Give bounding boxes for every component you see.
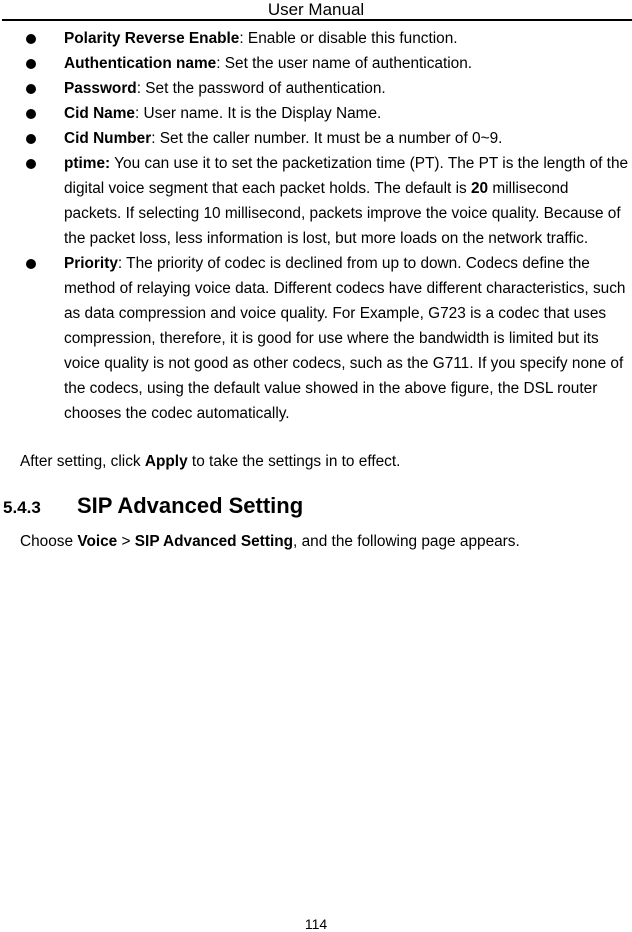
bullet-icon xyxy=(26,59,36,69)
description: Set the user name of authentication. xyxy=(220,55,473,72)
bullet-icon xyxy=(26,159,36,169)
list-item xyxy=(0,101,632,126)
description: Set the password of authentication. xyxy=(141,80,386,97)
after-suffix: to take the settings in to effect. xyxy=(187,453,401,470)
description: User name. It is the Display Name. xyxy=(139,105,382,122)
term: Cid Name xyxy=(64,105,135,122)
list-item xyxy=(0,126,632,151)
section-number: 5.4.3 xyxy=(3,498,41,517)
default-value: 20 xyxy=(470,180,489,197)
bullet-icon xyxy=(26,109,36,119)
term-sep: : xyxy=(117,255,123,272)
term: Cid Number xyxy=(64,130,152,147)
list-item xyxy=(0,151,632,251)
choose-suffix: , and the following page appears. xyxy=(293,533,520,550)
description: Enable or disable this function. xyxy=(243,30,458,47)
bullet-icon xyxy=(26,259,36,269)
page-number: 114 xyxy=(304,916,328,932)
term: Priority xyxy=(64,255,118,272)
section-title: SIP Advanced Setting xyxy=(77,493,304,518)
term-sep: : xyxy=(239,30,244,47)
description: The priority of codec is declined from up to down. Codecs define the method of relaying voice data. Different codecs have different characteristics, such as data compression and voice quality. For Example, G723 is a codec that uses compression, therefore, it is good for use where the bandwidth is limited but its voice quality is not good as other codecs, such as the G711. If you specify none of the codecs, using the default value showed in the above figure, the DSL router chooses the codec automatically. xyxy=(64,255,626,422)
term: Polarity Reverse Enable xyxy=(64,30,240,47)
menu-separator: > xyxy=(117,533,135,550)
menu-sip-advanced: SIP Advanced Setting xyxy=(134,533,294,550)
list-item xyxy=(0,51,632,76)
list-item xyxy=(0,251,632,426)
term: Password xyxy=(64,80,137,97)
term-sep: : xyxy=(136,80,141,97)
term-sep: : xyxy=(151,130,156,147)
bullet-icon xyxy=(26,34,36,44)
term-sep: : xyxy=(216,55,221,72)
bullet-icon xyxy=(26,134,36,144)
apply-term: Apply xyxy=(144,453,188,470)
bullet-icon xyxy=(26,84,36,94)
description-cont: millisecond packets. If selecting 10 millisecond, packets improve the voice quality. Because of the packet loss, less information is lost, but more loads on the network traffic. xyxy=(64,180,621,247)
after-setting-paragraph xyxy=(20,449,630,474)
section-heading xyxy=(3,493,303,519)
menu-voice: Voice xyxy=(77,533,118,550)
term: ptime: xyxy=(64,155,111,172)
description: You can use it to set the packetization time (PT). The PT is the length of the digital voice segment that each packet holds. The default is xyxy=(64,155,629,197)
list-item xyxy=(0,76,632,101)
list-item xyxy=(0,26,632,51)
description: Set the caller number. It must be a number of 0~9. xyxy=(155,130,503,147)
choose-paragraph xyxy=(20,529,630,554)
after-prefix: After setting, click xyxy=(20,453,145,470)
choose-prefix: Choose xyxy=(20,533,78,550)
page-header-title: User Manual xyxy=(267,0,365,19)
header-rule xyxy=(2,19,632,21)
parameter-list xyxy=(0,26,632,426)
term-sep: : xyxy=(135,105,140,122)
term: Authentication name xyxy=(64,55,217,72)
